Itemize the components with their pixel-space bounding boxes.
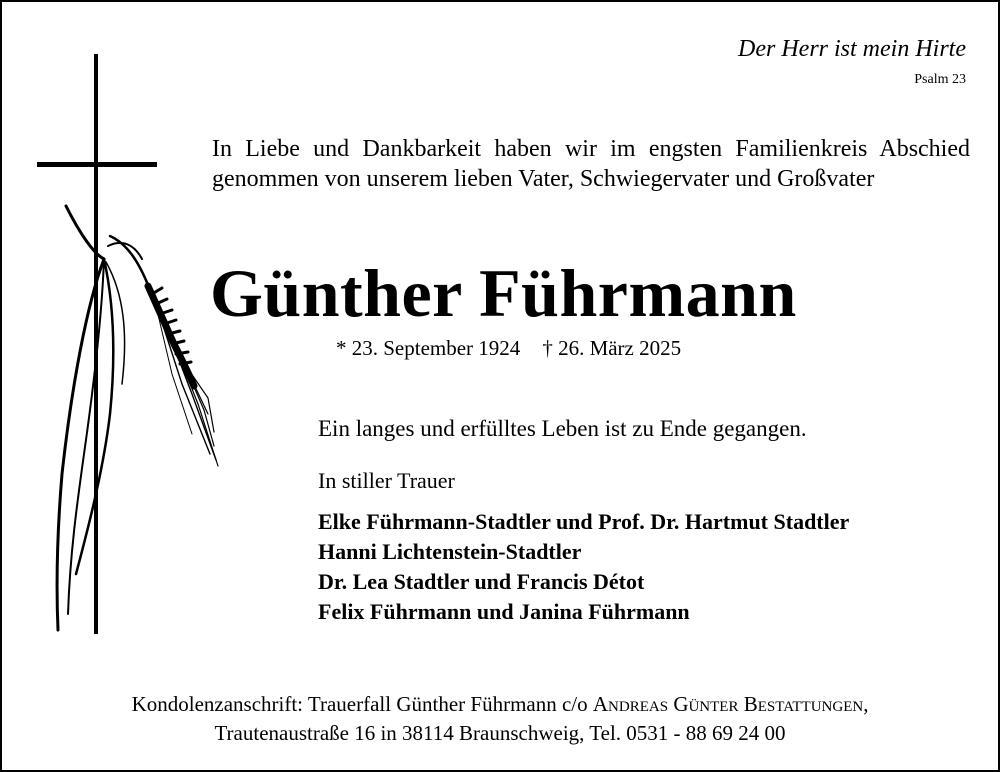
contact-suffix: , bbox=[863, 692, 869, 716]
birth-date: * 23. September 1924 bbox=[336, 336, 521, 360]
mourning-label: In stiller Trauer bbox=[318, 468, 455, 493]
motto-source: Psalm 23 bbox=[914, 72, 966, 87]
condolence-address bbox=[2, 690, 998, 748]
death-date: † 26. März 2025 bbox=[542, 336, 682, 360]
contact-address: Trautenaustraße 16 in 38114 Braunschweig, Tel. 0531 - 88 69 24 00 bbox=[214, 721, 786, 745]
closing-line: Ein langes und erfülltes Leben ist zu Ende gegangen. bbox=[318, 416, 807, 441]
life-dates bbox=[336, 336, 681, 361]
mourner-name: Felix Führmann und Janina Führmann bbox=[318, 599, 690, 624]
mourners-list bbox=[318, 507, 849, 627]
mourner-name: Hanni Lichtenstein-Stadtler bbox=[318, 539, 582, 564]
deceased-name: Günther Führmann bbox=[210, 255, 797, 331]
mourner-name: Dr. Lea Stadtler und Francis Détot bbox=[318, 569, 645, 594]
wheat-ear-icon bbox=[57, 206, 218, 630]
cross-and-wheat-emblem bbox=[32, 54, 232, 644]
funeral-home: Andreas Günter Bestattungen bbox=[592, 692, 864, 716]
motto: Der Herr ist mein Hirte bbox=[738, 36, 966, 62]
intro-text: In Liebe und Dankbarkeit haben wir im engsten Familienkreis Abschied genommen von unserem lieben Vater, Schwiegervater und Großvater bbox=[212, 136, 970, 192]
contact-prefix: Kondolenzanschrift: Trauerfall Günther Führmann c/o bbox=[131, 692, 593, 716]
mourner-name: Elke Führmann-Stadtler und Prof. Dr. Hartmut Stadtler bbox=[318, 509, 850, 534]
